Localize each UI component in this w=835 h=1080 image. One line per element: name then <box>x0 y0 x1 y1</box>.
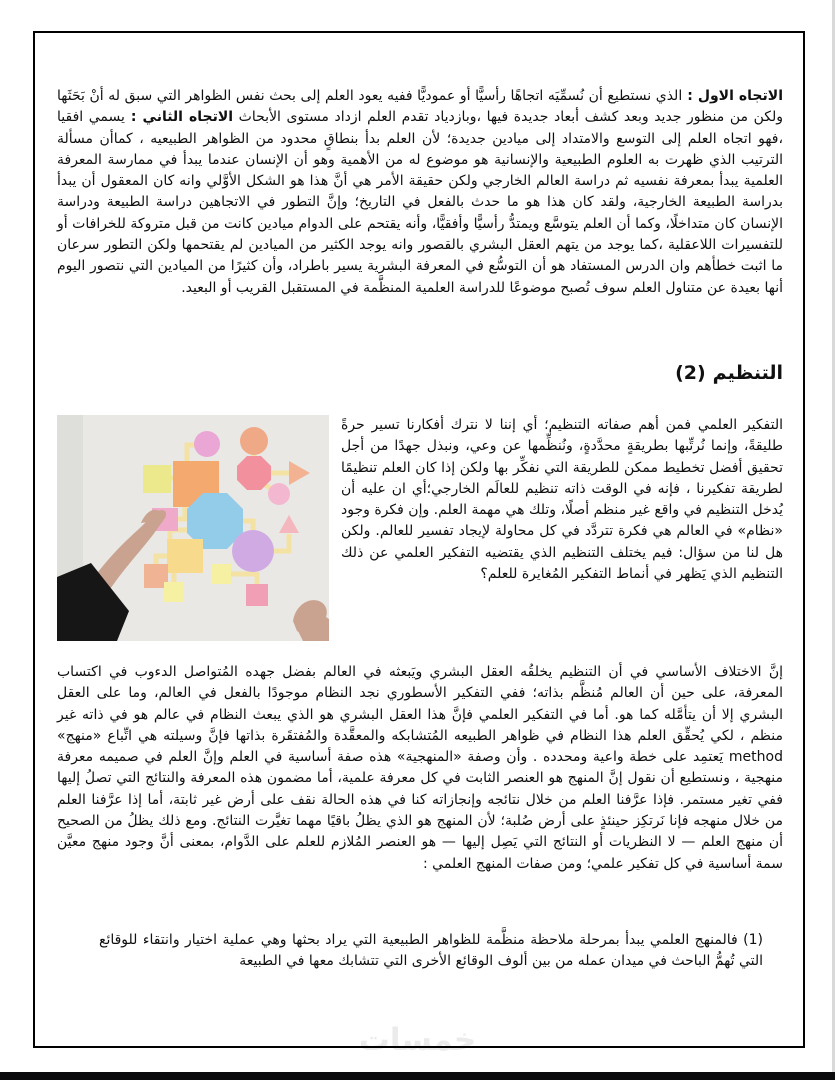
method-paragraph <box>57 662 783 875</box>
list-item-1-marker: (1) <box>737 932 763 948</box>
yellow-square <box>167 539 203 573</box>
section-number: (2) <box>675 362 706 384</box>
direction-two-text: يسمي افقيا ،فهو اتجاه العلم إلى التوسع والامتداد إلى ميادين جديدة؛ لأن العلم بدأ بنطاقٍ محدود من الظواهر الطبيعيه ، كماأن مسألة الترتيب الذي ظهرت به العلوم الطبيعية والإنسانية هو موضوع له من الأهمية وهو أن الإنسان عندما يبدأ في ممارسة المعرفة العلمية يبدأ بمعرفة نفسيه ثم دراسة العالم الخارجي ولكن حقيقة الأمر هي أنَّ هذا هو الشكل الأوَّلي وانه كان المعقول أن يبدأ بدراسة الطبيعة الخارجية، ولقد كان هذا هو ما حدث بالفعل في التاريخ؛ وإنَّ التطور في الاتجاهين دراسة الطبيعة ودراسة الإنسان كان متداخلًا، وكما أن العلم يتوسَّع ويمتدُّ رأسيًّا وأفقيًّا، وأنه يقتحم على الدوام ميادين كانت من قبل متروكة للخرافات أو للتفسيرات اللاعقلية ،كما يوجد من يتهم العقل البشري بالقصور وانه يوجد الكثير من الميادين لم يقتحمها ولكن التطور سرعان ما اثبت خطأهم وان الدرس المستفاد هو أن التوسُّع في المعرفة البشرية يسير باطراد، وأن كثيرًا من الميادين التي نتصور اليوم أنها بعيدة عن متناول العلم سوف تُصبح موضوعًا للدراسة العلمية المنظَّمة في المستقبل القريب أو البعيد. <box>57 109 783 296</box>
direction-two-label: الاتجاه الثاني : <box>124 109 234 126</box>
khamsat-watermark: خمسات <box>358 1022 477 1058</box>
yellow-green-square <box>143 465 171 493</box>
pink-circle-top <box>194 431 220 457</box>
method-latin-word: method <box>728 749 783 766</box>
list-item-1-text: فالمنهج العلمي يبدأ بمرحلة ملاحظة منظَّمة للظواهر الطبيعية التي يراد بحثها وهي عملية اختيار وانتقاء للوقائع التي تُهمُّ الباحث في ميدان عمله من بين ألوف الوقائع الأخرى التي تتشابك معها في الطبيعة <box>99 932 763 970</box>
method-paragraph-before: إنَّ الاختلاف الأساسي في أن التنظيم يخلقُه العقل البشري ويَبعثه في العالم بفضل جهده المُتواصل الدءوب في اكتساب المعرفة، على حين أن العالم مُنظَّم بذاته؛ ففي التفكير الأسطوري نجد النظام موجودًا بالفعل في العالم، وما على العقل البشري إلا أن يتأمَّله كما هو. أما في التفكير العلمي فإنَّ هذا العقل البشري هو الذي يبعث النظام في عالم هو في ذاته غير منظم ، لكي يُحقِّق العلم هذا النظام في ظواهر الطبيعه المُتشابكه والمعقَّدة والمُفتقَرة بذاتها فإنَّ وسيلته هي اتِّباع «منهج» <box>57 664 783 744</box>
small-yellow-square-center <box>211 564 231 584</box>
direction-one-text: الذي نستطيع أن نُسمِّيَه اتجاهًا رأسيًّا أو عموديًّا ففيه يعود العلم إلى بحث نفس الظواهر التي سبق له أنْ بَحَثَها ولكن من منظور جديد وبعد كشف أبعاد جديدة فيها ،وبازدياد تقدم العلم ازداد مستوى الأبحاث <box>57 88 783 126</box>
direction-one-label: الاتجاه الاول : <box>682 88 784 104</box>
list-item-1 <box>77 930 763 973</box>
section-title: التنظيم <box>712 362 783 384</box>
flowchart-photo <box>57 415 329 641</box>
pink-octagon <box>237 456 271 490</box>
page-frame <box>33 31 805 1048</box>
flowchart-photo-svg <box>57 415 329 641</box>
small-yellow-square-left <box>164 582 184 602</box>
footer-bar <box>0 1072 835 1080</box>
small-pink-circle <box>268 483 290 505</box>
orange-circle <box>240 427 268 455</box>
pink-square-bottom <box>246 584 268 606</box>
media-row <box>57 415 783 641</box>
method-paragraph-after: يَعتمِد على خطة واعية ومحدده . وأن وصفة «المنهجية» هذه صفة أساسية في العلم وإنَّ العلم في صميمه معرفة منهجية ، ونستطيع أن نقول إنَّ المنهج هو العنصر الثابت في كل معرفة علمية، أما مضمون هذه المعرفة والنتائج التي تصلُ إليها ففي تغير مستمر. فإذا عرَّفنا العلم من خلال نتائجه وإنجازاته كنا في هذه الحالة نقف على أرض غير ثابتة، أما إذا عرَّفنا العلم من خلال منهجه فإنا نَرتكِز حينئذٍ على أرض صُلبة؛ لأن المنهج هو الذي يظلُ باقيًا مهما تغيَّرت النتائج. ومع ذلك يظلُ من الصحيح أن منهج العلم — لا النظريات أو النتائج التي يَصِل إليها — هو العنصر المُلازم للعلم على الدَّوام، بمعنى أنَّ وجود منهج معيَّن سمة أساسية في كل تفكير علمي؛ ومن صفات المنهج العلمي : <box>57 749 783 872</box>
section-heading <box>57 360 783 386</box>
organization-paragraph: التفكير العلمي فمن أهم صفاته التنظيم؛ أي إننا لا نترك أفكارنا تسير حرةً طليقةً، وإنما نُرتِّبها بطريقةٍ محدَّدةٍ، ونُنظِّمها عن وعي، ونبذل جهدًا من أجل تحقيق أفضل تخطيط ممكن للطريقة التي نفكِّر بها ولكن إذا كان العلم تنظيمًا لطريقة تفكيرنا ، فإنه في الوقت ذاته تنظيم للعالَم الخارجي؛أي ان عليه أن يُدخل التنظيم في واقع غير منظم أصلًا، وتلك هي مهمة العلم. وإن فكرة وجود «نظام» في العالم هي فكرة تتردَّد في كل محاولة لإيجاد تفسير للعالم. ولكن هل لنا من سؤال: فيم يختلف التنظيم الذي يقتضيه التفكير العلمي عن ذلك التنظيم الذي يَظهر في أنماط التفكير المُغايرة للعلم؟ <box>341 417 783 583</box>
purple-circle <box>232 530 274 572</box>
intro-paragraph <box>57 86 783 299</box>
